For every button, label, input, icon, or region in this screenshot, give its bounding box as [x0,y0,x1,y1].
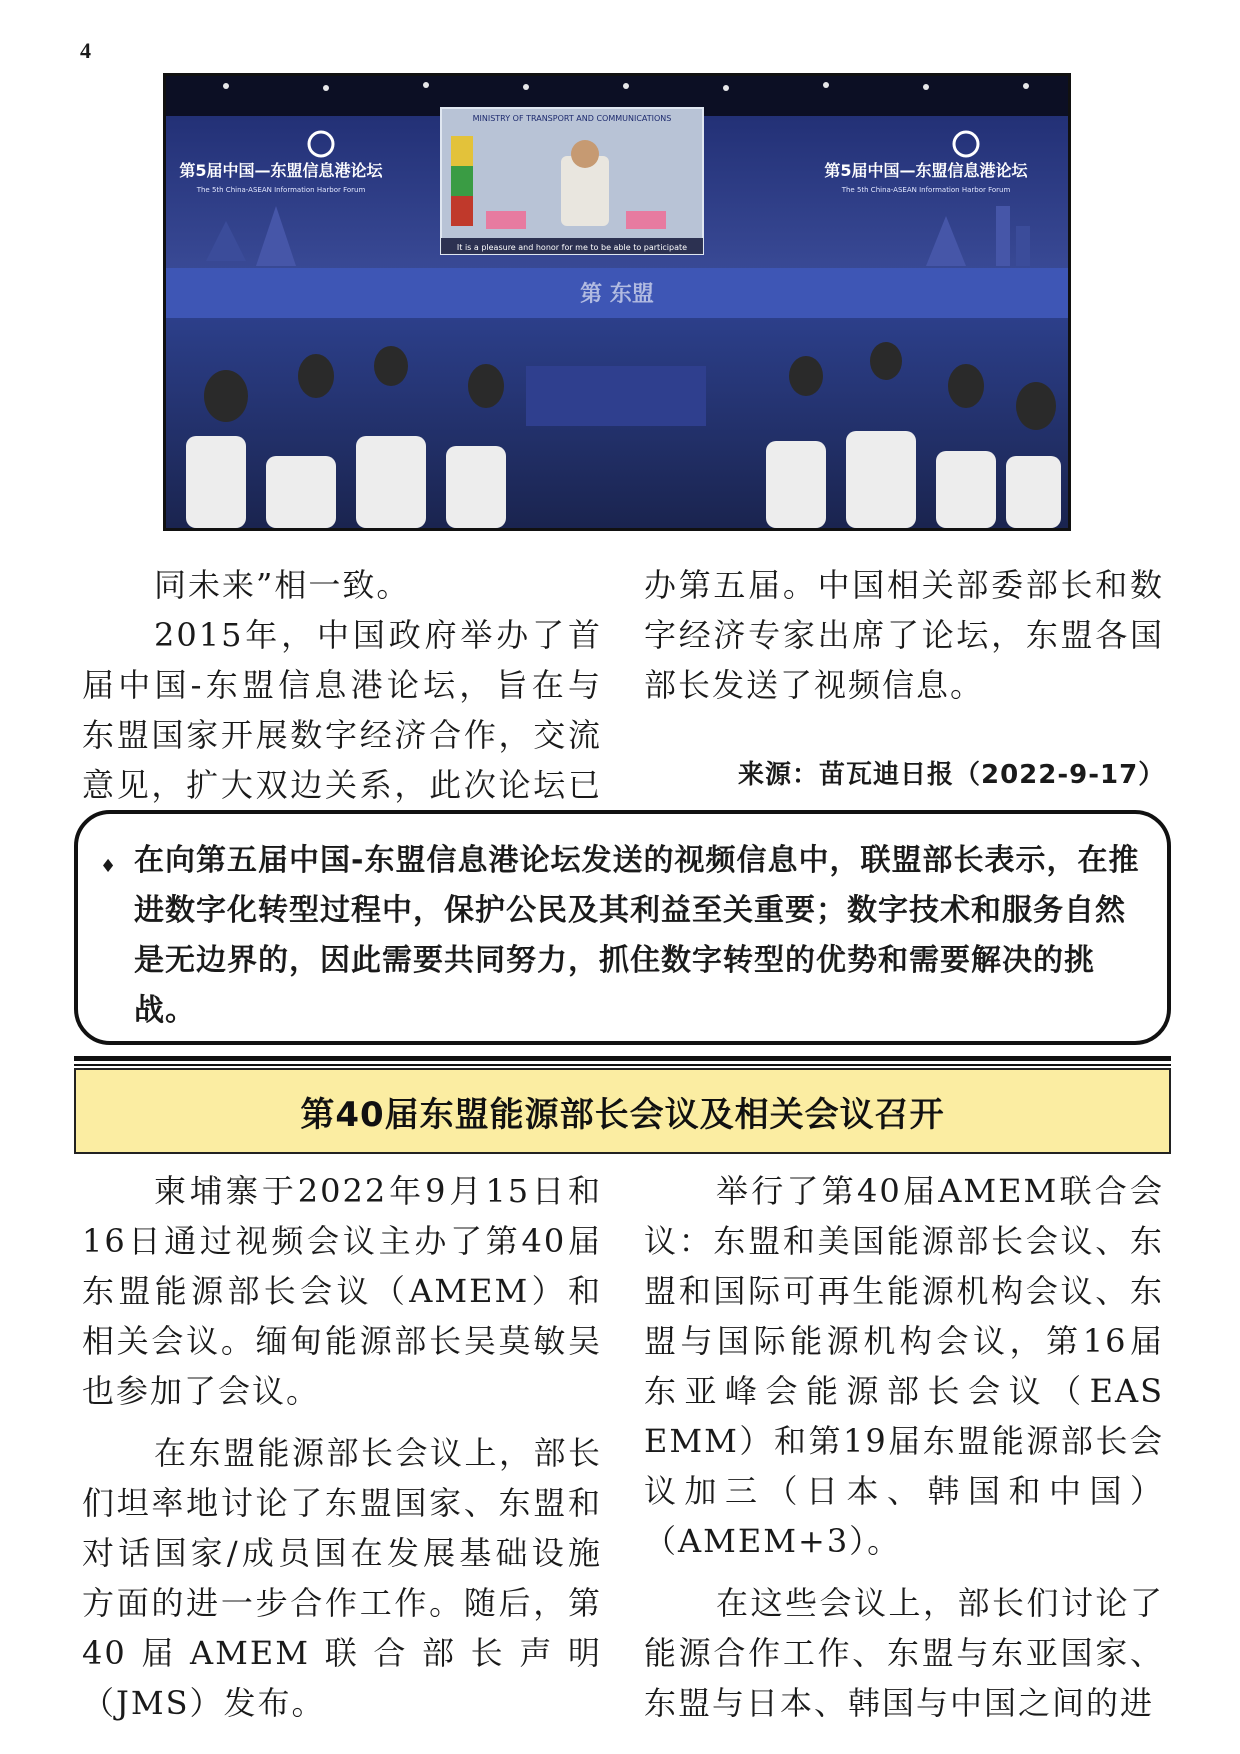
divider [74,1056,1171,1061]
paragraph: 举行了第40届AMEM联合会议：东盟和美国能源部长会议、东盟和国际可再生能源机构会议、东盟与国际能源机构会议，第16届东亚峰会能源部长会议（EAS EMM）和第19届东盟能源部长会议加三（日本、韩国和中国）（AMEM+3）。 [644,1172,1164,1560]
forum-photo [163,73,1071,531]
paragraph: 同未来”相一致。 [154,566,411,604]
article1-right-column [644,560,1164,710]
article2-headline: 第40届东盟能源部长会议及相关会议召开 [300,1094,945,1135]
paragraph: 办第五届。中国相关部委部长和数字经济专家出席了论坛，东盟各国部长发送了视频信息。 [644,566,1164,704]
left-banner-title: 第5届中国—东盟信息港论坛 [179,161,383,180]
divider [74,1064,1171,1066]
callout-text: 在向第五届中国-东盟信息港论坛发送的视频信息中，联盟部长表示，在推进数字化转型过程中，保护公民及其利益至关重要；数字技术和服务自然是无边界的，因此需要共同努力，抓住数字转型的优势和需要解决的挑战。 [134,843,1140,1028]
page-number: 4 [80,38,91,63]
paragraph: 2015年，中国政府举办了首届中国-东盟信息港论坛，旨在与东盟国家开展数字经济合作，交流意见，扩大双边关系，此次论坛已 [82,616,602,804]
article2-right-column [644,1166,1164,1728]
stage-text: 第 东盟 [580,282,654,307]
paragraph: 在东盟能源部长会议上，部长们坦率地讨论了东盟国家、东盟和对话国家/成员国在发展基础设施方面的进一步合作工作。随后，第40届AMEM联合部长声明（JMS）发布。 [82,1434,602,1722]
paragraph: 在这些会议上，部长们讨论了能源合作工作、东盟与东亚国家、东盟与日本、韩国与中国之间的进 [644,1584,1164,1722]
right-banner-subtitle: The 5th China-ASEAN Information Harbor Forum [841,186,1011,194]
bullet-icon: ♦ [100,856,117,877]
article2-left-column [82,1166,602,1728]
callout-box [74,810,1171,1045]
paragraph: 柬埔寨于2022年9月15日和16日通过视频会议主办了第40届东盟能源部长会议（AMEM）和相关会议。缅甸能源部长吴莫敏吴也参加了会议。 [82,1172,602,1410]
article1-source: 来源：苗瓦迪日报（2022-9-17） [738,760,1166,790]
right-banner-title: 第5届中国—东盟信息港论坛 [824,161,1028,180]
video-subtitle: It is a pleasure and honor for me to be able to participate [456,243,688,252]
article2-headline-box [74,1068,1171,1154]
left-banner-subtitle: The 5th China-ASEAN Information Harbor Forum [196,186,366,194]
screen-header: MINISTRY OF TRANSPORT AND COMMUNICATIONS [472,114,672,123]
